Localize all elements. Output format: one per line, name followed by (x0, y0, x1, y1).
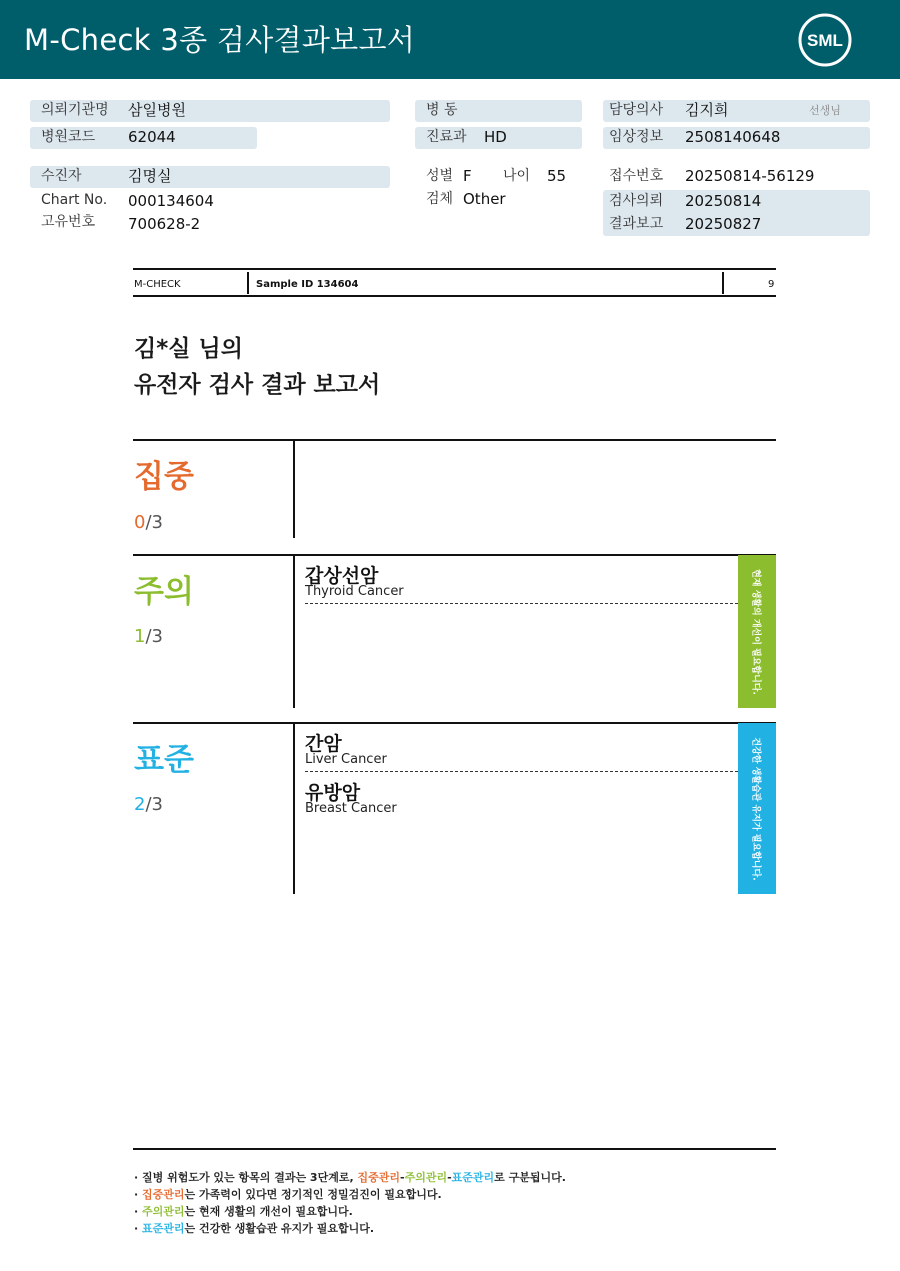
report-date-value: 20250827 (685, 215, 762, 233)
count-total: /3 (145, 626, 163, 647)
head-separator (247, 272, 249, 294)
report-title: M-Check 3종 검사결과보고서 (24, 23, 416, 57)
section-caution-divider (293, 554, 295, 708)
cancer-name-ko: 간암 (305, 733, 342, 755)
head-separator (722, 272, 724, 294)
section-focus-title: 집중 (134, 459, 194, 495)
specimen-value: Other (463, 190, 506, 208)
count-number: 2 (134, 794, 146, 815)
count-number: 0 (134, 512, 146, 533)
caution-side-text: 현재 생활의 개선이 필요합니다. (750, 568, 761, 695)
caution-side-tag (738, 555, 776, 708)
sml-logo-icon (797, 12, 853, 68)
doctor-value: 김지희 (685, 101, 729, 119)
cancer-name-en: Thyroid Cancer (305, 584, 404, 599)
age-value: 55 (547, 167, 567, 185)
id-value: 700628-2 (128, 215, 201, 233)
request-label: 검사의뢰 (609, 193, 664, 209)
institution-label: 의뢰기관명 (41, 102, 109, 118)
svg-text:SML: SML (807, 31, 843, 50)
request-value: 20250814 (685, 192, 762, 210)
department-label: 진료과 (426, 129, 467, 145)
department-value: HD (484, 128, 507, 146)
section-standard-count (134, 794, 163, 815)
report-head-bottom-rule (133, 295, 776, 297)
cancer-name-en: Breast Cancer (305, 801, 397, 816)
cancer-name-ko: 유방암 (305, 782, 361, 804)
note-4: · 표준관리는 건강한 생활습관 유지가 필요합니다. (134, 1222, 375, 1235)
receipt-value: 20250814-56129 (685, 167, 815, 185)
section-standard-divider (293, 722, 295, 894)
section-caution-title: 주의 (134, 574, 194, 610)
standard-side-tag (738, 723, 776, 894)
note-3: · 주의관리는 현재 생활의 개선이 필요합니다. (134, 1205, 353, 1218)
clinical-value: 2508140648 (685, 128, 781, 146)
section-standard-title: 표준 (134, 742, 194, 778)
page-number: 9 (768, 279, 775, 290)
count-number: 1 (134, 626, 146, 647)
footer-rule (133, 1148, 776, 1150)
greeting-line-2: 유전자 검사 결과 보고서 (134, 372, 381, 398)
count-total: /3 (145, 512, 163, 533)
section-focus-count (134, 512, 163, 533)
standard-side-text: 건강한 생활습관 유지가 필요합니다. (750, 736, 761, 881)
report-date-label: 결과보고 (609, 216, 664, 232)
greeting-line-1: 김*실 님의 (134, 336, 243, 362)
sample-id: Sample ID 134604 (256, 279, 359, 290)
age-label: 나이 (503, 168, 531, 184)
count-total: /3 (145, 794, 163, 815)
doctor-label: 담당의사 (609, 102, 664, 118)
patient-value: 김명실 (128, 167, 172, 185)
doctor-suffix: 선생님 (809, 104, 841, 117)
report-head-top-rule (133, 268, 776, 270)
patient-label: 수진자 (41, 168, 82, 184)
ward-label: 병 동 (426, 102, 458, 118)
section-focus-divider (293, 439, 295, 538)
patient-pill (30, 166, 390, 188)
specimen-label: 검체 (426, 191, 454, 207)
chart-label: Chart No. (41, 192, 108, 208)
dashed-separator (305, 771, 738, 772)
note-1: · 질병 위험도가 있는 항목의 결과는 3단계로, 집중관리-주의관리-표준관리로 구분됩니다. (134, 1171, 566, 1184)
chart-value: 000134604 (128, 192, 214, 210)
sex-value: F (463, 167, 472, 185)
note-2: · 집중관리는 가족력이 있다면 정기적인 정밀검진이 필요합니다. (134, 1188, 442, 1201)
cancer-name-ko: 갑상선암 (305, 565, 379, 587)
cancer-name-en: Liver Cancer (305, 752, 387, 767)
institution-value: 삼일병원 (128, 101, 186, 119)
sex-label: 성별 (426, 168, 454, 184)
section-caution-rule (133, 554, 776, 556)
receipt-label: 접수번호 (609, 168, 664, 184)
brand-label: M-CHECK (134, 279, 181, 290)
hospital-code-value: 62044 (128, 128, 176, 146)
id-label: 고유번호 (41, 214, 96, 230)
section-caution-count (134, 626, 163, 647)
section-focus-rule (133, 439, 776, 441)
hospital-code-label: 병원코드 (41, 129, 96, 145)
header-bar (0, 0, 900, 79)
dashed-separator (305, 603, 738, 604)
clinical-label: 임상정보 (609, 129, 664, 145)
section-standard-rule (133, 722, 776, 724)
